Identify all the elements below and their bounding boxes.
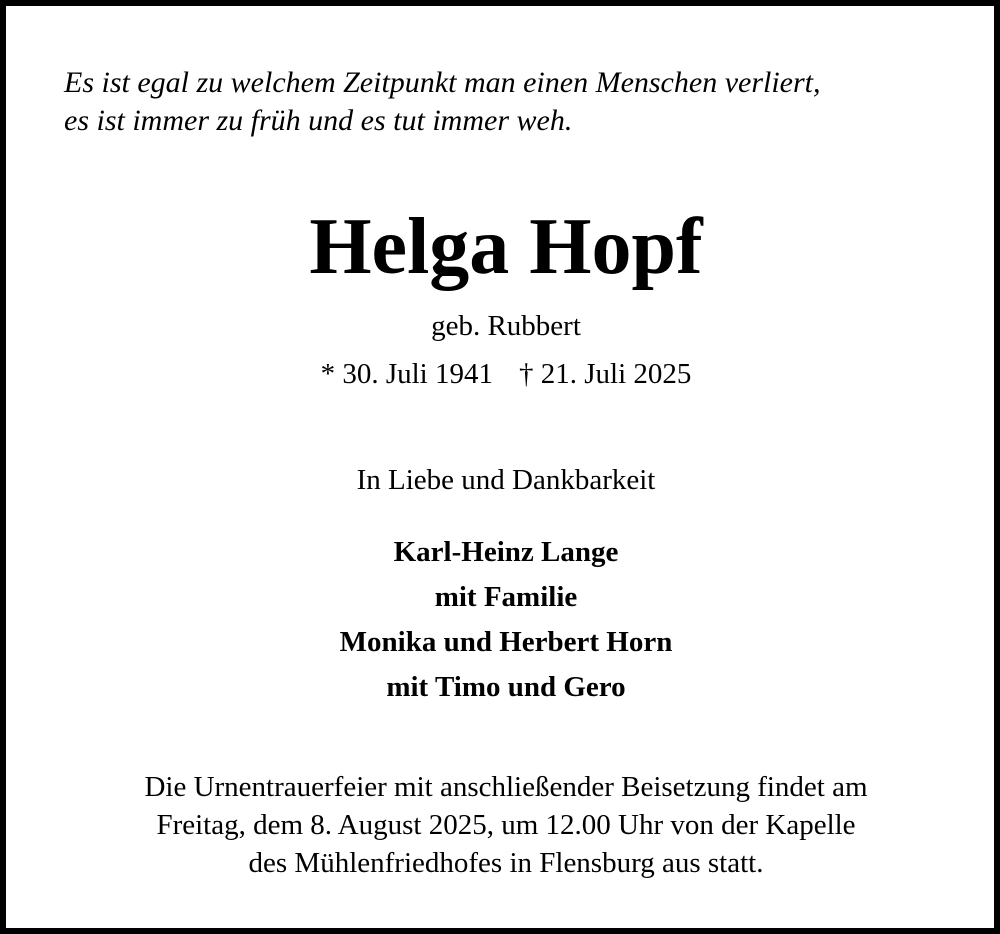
quote-line-2: es ist immer zu früh und es tut immer weh. xyxy=(64,104,573,137)
mourner-line: Karl-Heinz Lange xyxy=(393,536,619,568)
mourner-line: mit Timo und Gero xyxy=(386,671,626,703)
mourner-line: Monika und Herbert Horn xyxy=(339,626,673,658)
mourners-list xyxy=(6,530,1000,710)
maiden-name: geb. Rubbert xyxy=(431,310,581,342)
death-date: † 21. Juli 2025 xyxy=(519,358,692,390)
birth-date: * 30. Juli 1941 xyxy=(320,358,493,390)
notice-line-3: des Mühlenfriedhofes in Flensburg aus statt. xyxy=(248,847,764,879)
quote-line-1: Es ist egal zu welchem Zeitpunkt man einen Menschen verliert, xyxy=(64,66,821,99)
memorial-quote xyxy=(64,64,821,140)
deceased-name: Helga Hopf xyxy=(309,203,703,291)
mourner-line: mit Familie xyxy=(434,581,578,613)
funeral-notice xyxy=(6,768,1000,882)
life-dates xyxy=(6,356,1000,392)
notice-line-2: Freitag, dem 8. August 2025, um 12.00 Uhr von der Kapelle xyxy=(156,809,856,841)
notice-line-1: Die Urnentrauerfeier mit anschließender Beisetzung findet am xyxy=(144,771,868,803)
tribute-line: In Liebe und Dankbarkeit xyxy=(356,464,656,496)
